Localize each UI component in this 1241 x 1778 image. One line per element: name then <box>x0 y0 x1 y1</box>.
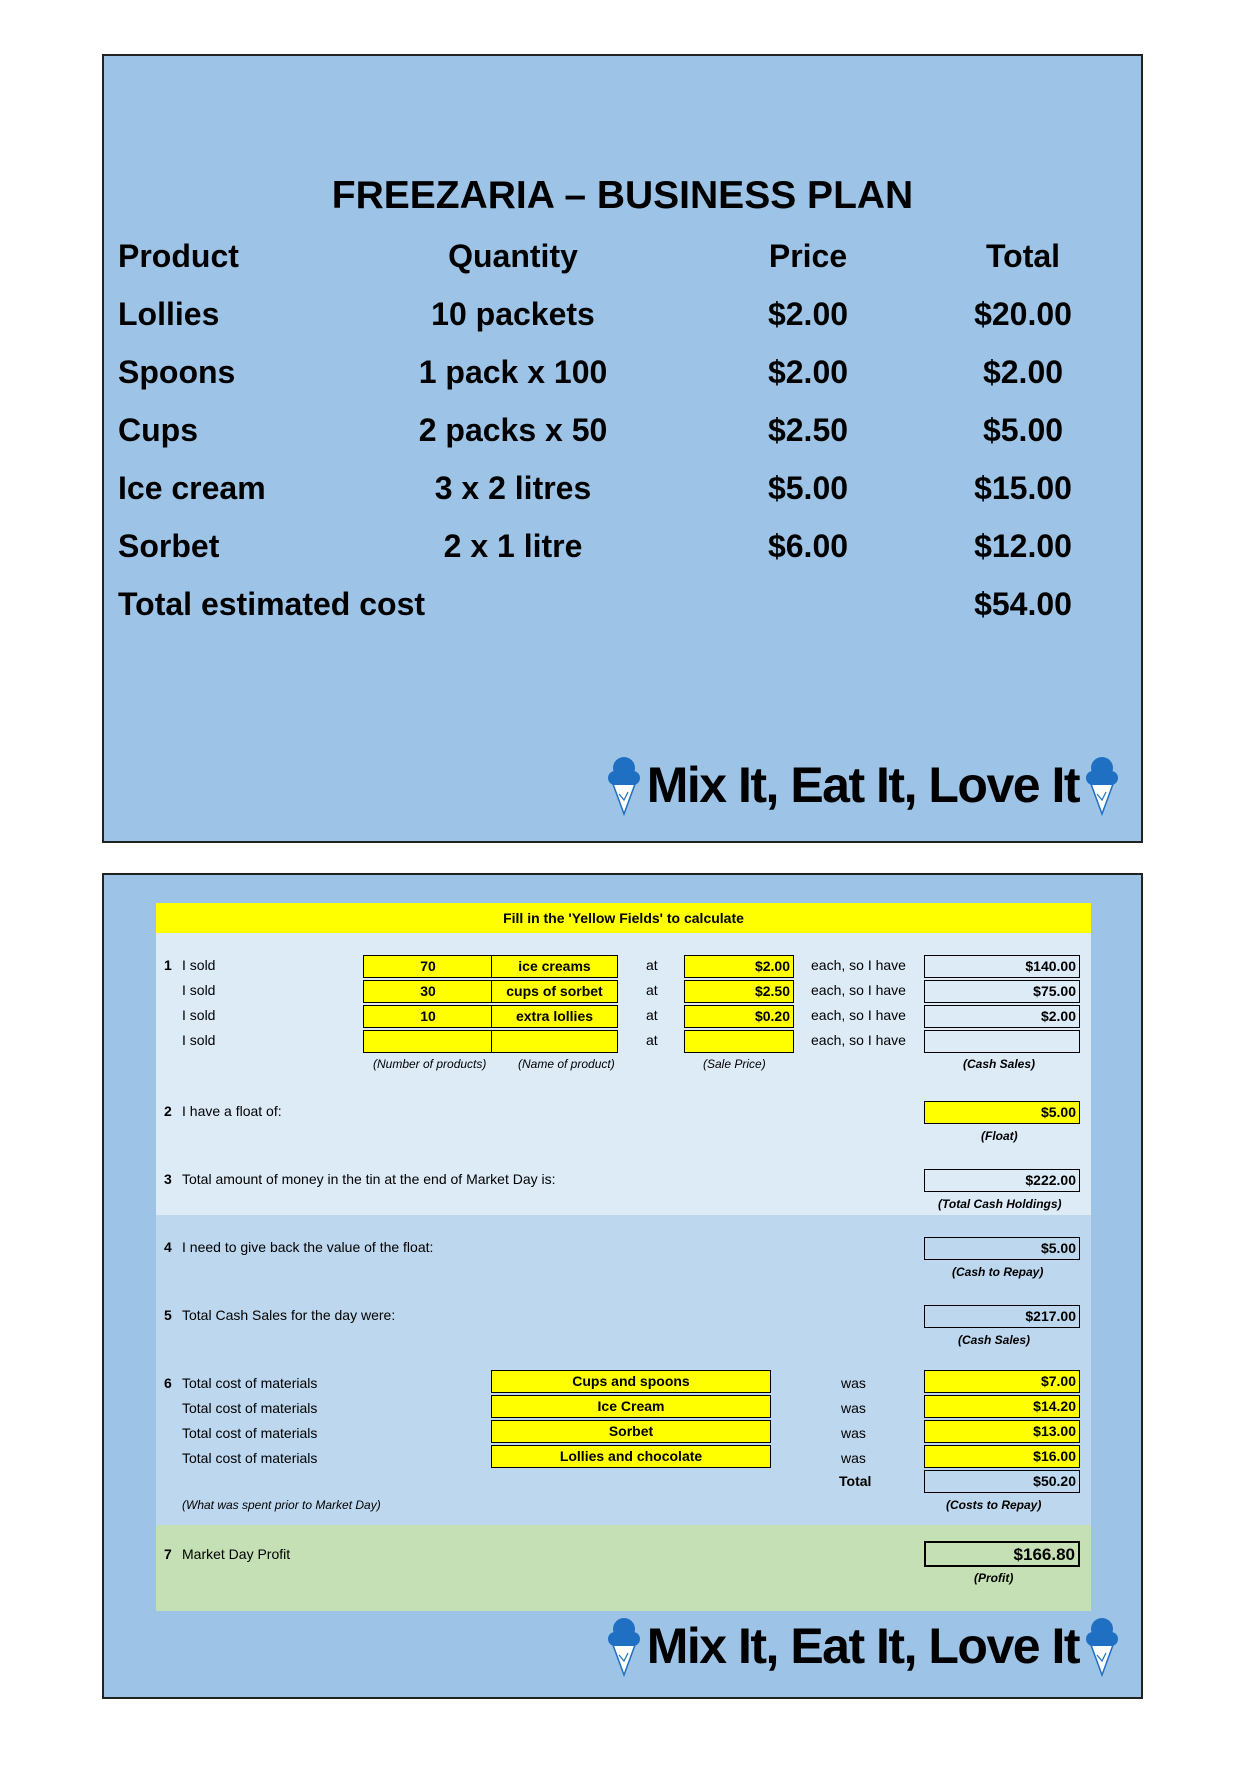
price-cell: $5.00 <box>767 470 849 506</box>
profit-value: $166.80 <box>924 1541 1080 1567</box>
business-plan-slide <box>102 54 1143 843</box>
materials-note: (What was spent prior to Market Day) <box>182 1498 381 1512</box>
cash-caption: (Cash Sales) <box>963 1057 1036 1071</box>
slogan-text: Mix It, Eat It, Love It <box>646 757 1079 813</box>
qty-input[interactable] <box>363 1030 493 1053</box>
sales-label: I sold <box>182 1032 216 1048</box>
total-cash-label: Total amount of money in the tin at the end of Market Day is: <box>182 1171 556 1187</box>
quantity-cell: 1 pack x 100 <box>418 354 608 390</box>
calculator-sheet <box>156 903 1091 1611</box>
step-number: 1 <box>164 957 172 973</box>
cash-sales-value: $75.00 <box>924 980 1080 1003</box>
qty-input[interactable]: 10 <box>363 1005 493 1028</box>
at-label: at <box>646 982 658 998</box>
product-cell: Spoons <box>118 354 236 390</box>
step-number: 4 <box>164 1239 172 1255</box>
quantity-cell: 2 packs x 50 <box>418 412 608 448</box>
profit-label: Market Day Profit <box>182 1546 291 1562</box>
step-number: 3 <box>164 1171 172 1187</box>
materials-label: Total cost of materials <box>182 1425 318 1441</box>
sales-label: I sold <box>182 982 216 998</box>
header-quantity: Quantity <box>448 238 578 274</box>
each-label: each, so I have <box>811 957 906 973</box>
cash-to-repay-caption: (Cash to Repay) <box>952 1265 1044 1279</box>
total-cell: $20.00 <box>974 296 1072 332</box>
material-cost-input[interactable]: $16.00 <box>924 1445 1080 1468</box>
sale-price-input[interactable]: $2.00 <box>684 955 794 978</box>
ice-cream-cone-icon <box>1085 1615 1119 1677</box>
product-cell: Ice cream <box>118 470 266 506</box>
market-day-calculator-slide <box>102 873 1143 1699</box>
each-label: each, so I have <box>811 1007 906 1023</box>
ice-cream-cone-icon <box>607 754 641 816</box>
price-cell: $6.00 <box>767 528 849 564</box>
materials-caption: (Costs to Repay) <box>946 1498 1042 1512</box>
sale-price-input[interactable]: $0.20 <box>684 1005 794 1028</box>
ice-cream-cone-icon <box>1085 754 1119 816</box>
quantity-cell: 10 packets <box>431 296 595 332</box>
profit-caption: (Profit) <box>974 1571 1014 1585</box>
materials-total-value: $50.20 <box>924 1470 1080 1493</box>
at-label: at <box>646 957 658 973</box>
total-cell: $12.00 <box>974 528 1072 564</box>
was-label: was <box>841 1375 866 1391</box>
material-name-input[interactable]: Sorbet <box>491 1420 771 1443</box>
slogan-text: Mix It, Eat It, Love It <box>646 1618 1079 1674</box>
product-cell: Lollies <box>118 296 220 332</box>
slogan <box>607 750 1119 820</box>
business-plan-header-row <box>118 238 1128 278</box>
table-row <box>118 296 1128 336</box>
quantity-cell: 2 x 1 litre <box>443 528 583 564</box>
name-caption: (Name of product) <box>518 1057 615 1071</box>
float-input[interactable]: $5.00 <box>924 1101 1080 1124</box>
qty-input[interactable]: 70 <box>363 955 493 978</box>
total-estimated-row <box>118 586 1128 626</box>
total-estimated-value: $54.00 <box>974 586 1072 622</box>
profit-band <box>156 1525 1091 1611</box>
cash-sales-value: $2.00 <box>924 1005 1080 1028</box>
material-name-input[interactable]: Cups and spoons <box>491 1370 771 1393</box>
product-cell: Cups <box>118 412 198 448</box>
step-number: 7 <box>164 1546 172 1562</box>
product-name-input[interactable]: extra lollies <box>491 1005 618 1028</box>
was-label: was <box>841 1450 866 1466</box>
price-caption: (Sale Price) <box>703 1057 766 1071</box>
price-cell: $2.00 <box>767 354 849 390</box>
quantity-cell: 3 x 2 litres <box>434 470 592 506</box>
cash-sales-value: $140.00 <box>924 955 1080 978</box>
product-name-input[interactable]: cups of sorbet <box>491 980 618 1003</box>
sale-price-input[interactable]: $2.50 <box>684 980 794 1003</box>
material-name-input[interactable]: Lollies and chocolate <box>491 1445 771 1468</box>
sales-label: I sold <box>182 1007 216 1023</box>
float-label: I have a float of: <box>182 1103 282 1119</box>
sales-label: I sold <box>182 957 216 973</box>
header-price: Price <box>768 238 848 274</box>
ice-cream-cone-icon <box>607 1615 641 1677</box>
total-cell: $5.00 <box>982 412 1064 448</box>
materials-label: Total cost of materials <box>182 1400 318 1416</box>
cash-sales-total-caption: (Cash Sales) <box>958 1333 1031 1347</box>
price-cell: $2.50 <box>767 412 849 448</box>
step-number: 5 <box>164 1307 172 1323</box>
repay-float-label: I need to give back the value of the float: <box>182 1239 434 1255</box>
step-number: 6 <box>164 1375 172 1391</box>
material-cost-input[interactable]: $7.00 <box>924 1370 1080 1393</box>
price-cell: $2.00 <box>767 296 849 332</box>
at-label: at <box>646 1032 658 1048</box>
material-cost-input[interactable]: $14.20 <box>924 1395 1080 1418</box>
was-label: was <box>841 1400 866 1416</box>
cash-to-repay-value: $5.00 <box>924 1237 1080 1260</box>
material-cost-input[interactable]: $13.00 <box>924 1420 1080 1443</box>
product-cell: Sorbet <box>118 528 220 564</box>
total-estimated-label: Total estimated cost <box>118 586 426 622</box>
total-cash-caption: (Total Cash Holdings) <box>938 1197 1062 1211</box>
float-caption: (Float) <box>981 1129 1018 1143</box>
at-label: at <box>646 1007 658 1023</box>
table-row <box>118 470 1128 510</box>
header-total: Total <box>985 238 1061 274</box>
product-name-input[interactable]: ice creams <box>491 955 618 978</box>
was-label: was <box>841 1425 866 1441</box>
product-name-input[interactable] <box>491 1030 618 1053</box>
table-row <box>118 528 1128 568</box>
business-plan-title: FREEZARIA – BUSINESS PLAN <box>331 174 914 217</box>
materials-total-label: Total <box>839 1473 872 1489</box>
table-row <box>118 354 1128 394</box>
sale-price-input[interactable] <box>684 1030 794 1053</box>
each-label: each, so I have <box>811 1032 906 1048</box>
cash-sales-label: Total Cash Sales for the day were: <box>182 1307 396 1323</box>
material-name-input[interactable]: Ice Cream <box>491 1395 771 1418</box>
total-cash-value: $222.00 <box>924 1169 1080 1192</box>
qty-input[interactable]: 30 <box>363 980 493 1003</box>
step-number: 2 <box>164 1103 172 1119</box>
total-cell: $2.00 <box>982 354 1064 390</box>
sheet-header: Fill in the 'Yellow Fields' to calculate <box>156 903 1091 933</box>
total-cell: $15.00 <box>974 470 1072 506</box>
cash-sales-total-value: $217.00 <box>924 1305 1080 1328</box>
cash-sales-value <box>924 1030 1080 1053</box>
each-label: each, so I have <box>811 982 906 998</box>
table-row <box>118 412 1128 452</box>
header-product: Product <box>118 238 239 274</box>
materials-label: Total cost of materials <box>182 1450 318 1466</box>
slogan <box>607 1611 1119 1681</box>
qty-caption: (Number of products) <box>373 1057 487 1071</box>
materials-label: Total cost of materials <box>182 1375 318 1391</box>
